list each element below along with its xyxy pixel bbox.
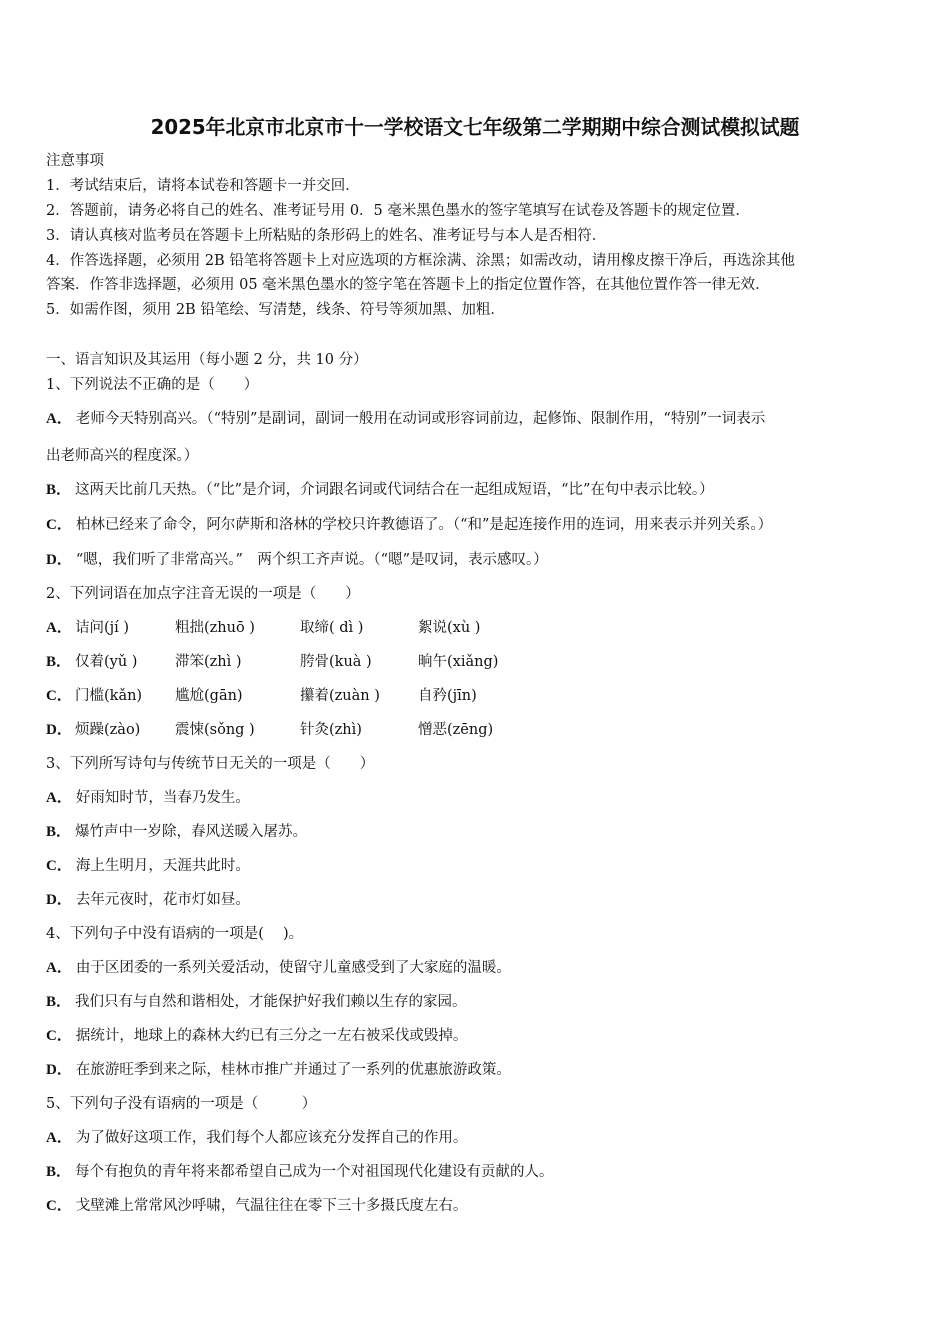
question-1-option-a-cont: 出老师高兴的程度深。）: [46, 448, 199, 464]
question-4-option-d: [46, 1061, 511, 1079]
question-1-option-b: [46, 481, 714, 499]
option-letter: B．: [46, 654, 72, 670]
notice-item-5: 5．如需作图，须用 2B 铅笔绘、写清楚，线条、符号等须加黑、加粗．: [46, 302, 505, 318]
option-letter: A．: [46, 960, 72, 976]
question-2-option-c-letter: [46, 687, 76, 705]
option-text: 海上生明月，天涯共此时。: [75, 858, 250, 874]
notice-item-2: 2．答题前，请务必将自己的姓名、准考证号用 0．5 毫米黑色墨水的签字笔填写在试卷及答题卡的规定位置．: [46, 203, 750, 219]
option-text: 这两天比前几天热。（“比”是介词，介词跟名词或代词结合在一起组成短语，“比”在句中表示比较。）: [75, 482, 714, 498]
pinyin-word: 晌午(xiǎng): [418, 654, 499, 670]
option-text: 戈壁滩上常常风沙呼啸，气温往往在零下三十多摄氏度左右。: [75, 1198, 468, 1214]
notice-item-4-cont: 答案．作答非选择题，必须用 05 毫米黑色墨水的签字笔在答题卡上的指定位置作答，在其他位置作答一律无效．: [46, 277, 770, 293]
pinyin-word: 针灸(zhì): [300, 722, 362, 738]
option-text: 爆竹声中一岁除，春风送暖入屠苏。: [75, 824, 308, 840]
pinyin-word: 憎恶(zēng): [418, 722, 494, 738]
question-3-stem: 3、下列所写诗句与传统节日无关的一项是（ ）: [46, 756, 375, 772]
question-2-stem: 2、下列词语在加点字注音无误的一项是（ ）: [46, 586, 360, 602]
option-letter: A．: [46, 790, 72, 806]
option-letter: B．: [46, 1164, 72, 1180]
pinyin-word: 絮说(xù ): [418, 620, 481, 636]
option-letter: B．: [46, 824, 72, 840]
option-letter: D．: [46, 1062, 72, 1078]
notice-item-3: 3．请认真核对监考员在答题卡上所粘贴的条形码上的姓名、准考证号与本人是否相符．: [46, 228, 607, 244]
question-4-option-a: [46, 959, 511, 977]
option-letter: C．: [46, 688, 72, 704]
option-text: 为了做好这项工作，我们每个人都应该充分发挥自己的作用。: [75, 1130, 468, 1146]
question-1-option-a: [46, 410, 765, 428]
question-2-option-b-letter: [46, 653, 75, 671]
question-3-option-d: [46, 891, 250, 909]
pinyin-word: 门槛(kǎn): [75, 688, 143, 704]
question-3-option-b: [46, 823, 307, 841]
question-5-option-b: [46, 1163, 554, 1181]
question-5-option-a: [46, 1129, 467, 1147]
question-4-stem: 4、下列句子中没有语病的一项是( )。: [46, 926, 304, 942]
option-text: 柏林已经来了命令，阿尔萨斯和洛林的学校只许教德语了。（“和”是起连接作用的连词，用来表示并列关系。）: [75, 517, 773, 533]
section-heading: 一、语言知识及其运用（每小题 2 分，共 10 分）: [46, 352, 368, 368]
option-letter: B．: [46, 482, 72, 498]
option-text: 在旅游旺季到来之际，桂林市推广并通过了一系列的优惠旅游政策。: [75, 1062, 511, 1078]
option-letter: A．: [46, 620, 72, 636]
question-3-option-c: [46, 857, 250, 875]
pinyin-word: 诘问(jí ): [75, 620, 130, 636]
question-2-option-a-letter: [46, 619, 76, 637]
option-text: “嗯，我们听了非常高兴。” 两个织工齐声说。（“嗯”是叹词，表示感叹。）: [75, 552, 548, 568]
option-letter: D．: [46, 552, 72, 568]
question-4-option-c: [46, 1027, 467, 1045]
pinyin-word: 自矜(jīn): [418, 688, 477, 704]
question-5-option-c: [46, 1197, 467, 1215]
option-letter: C．: [46, 1028, 72, 1044]
notice-heading: 注意事项: [46, 153, 104, 169]
option-letter: A．: [46, 1130, 72, 1146]
question-4-option-b: [46, 993, 467, 1011]
option-letter: D．: [46, 722, 72, 738]
option-letter: C．: [46, 517, 72, 533]
pinyin-word: 胯骨(kuà ): [300, 654, 372, 670]
notice-item-4: 4．作答选择题，必须用 2B 铅笔将答题卡上对应选项的方框涂满、涂黑；如需改动，请用橡皮擦干净后，再选涂其他: [46, 253, 795, 269]
question-5-stem: 5、下列句子没有语病的一项是（ ）: [46, 1096, 317, 1112]
option-text: 由于区团委的一系列关爱活动，使留守儿童感受到了大家庭的温暖。: [75, 960, 511, 976]
option-text: 据统计，地球上的森林大约已有三分之一左右被采伐或毁掉。: [75, 1028, 468, 1044]
option-letter: A．: [46, 411, 72, 427]
option-letter: D．: [46, 892, 72, 908]
option-letter: B．: [46, 994, 72, 1010]
option-text: 每个有抱负的青年将来都希望自己成为一个对祖国现代化建设有贡献的人。: [75, 1164, 554, 1180]
exam-title: 2025年北京市北京市十一学校语文七年级第二学期期中综合测试模拟试题: [150, 115, 800, 139]
pinyin-word: 粗拙(zhuō ): [175, 620, 255, 636]
pinyin-word: 攥着(zuàn ): [300, 688, 380, 704]
option-text: 好雨知时节，当春乃发生。: [75, 790, 250, 806]
option-text: 我们只有与自然和谐相处，才能保护好我们赖以生存的家园。: [75, 994, 467, 1010]
pinyin-word: 烦躁(zào): [75, 722, 141, 738]
pinyin-word: 尴尬(gān): [175, 688, 243, 704]
pinyin-word: 仅着(yǔ ): [75, 654, 138, 670]
pinyin-word: 震悚(sǒng ): [175, 722, 255, 738]
option-text: 老师今天特别高兴。（“特别”是副词，副词一般用在动词或形容词前边，起修饰、限制作用，“特别”一词表示: [75, 411, 766, 427]
question-3-option-a: [46, 789, 250, 807]
question-1-option-d: [46, 551, 548, 569]
question-1-option-c: [46, 516, 772, 534]
pinyin-word: 取缔( dì ): [300, 620, 364, 636]
notice-item-1: 1．考试结束后，请将本试卷和答题卡一并交回．: [46, 178, 360, 194]
option-letter: C．: [46, 1198, 72, 1214]
pinyin-word: 滞笨(zhì ): [175, 654, 242, 670]
option-text: 去年元夜时，花市灯如昼。: [75, 892, 250, 908]
question-1-stem: 1、下列说法不正确的是（ ）: [46, 377, 259, 393]
option-letter: C．: [46, 858, 72, 874]
question-2-option-d-letter: [46, 721, 76, 739]
